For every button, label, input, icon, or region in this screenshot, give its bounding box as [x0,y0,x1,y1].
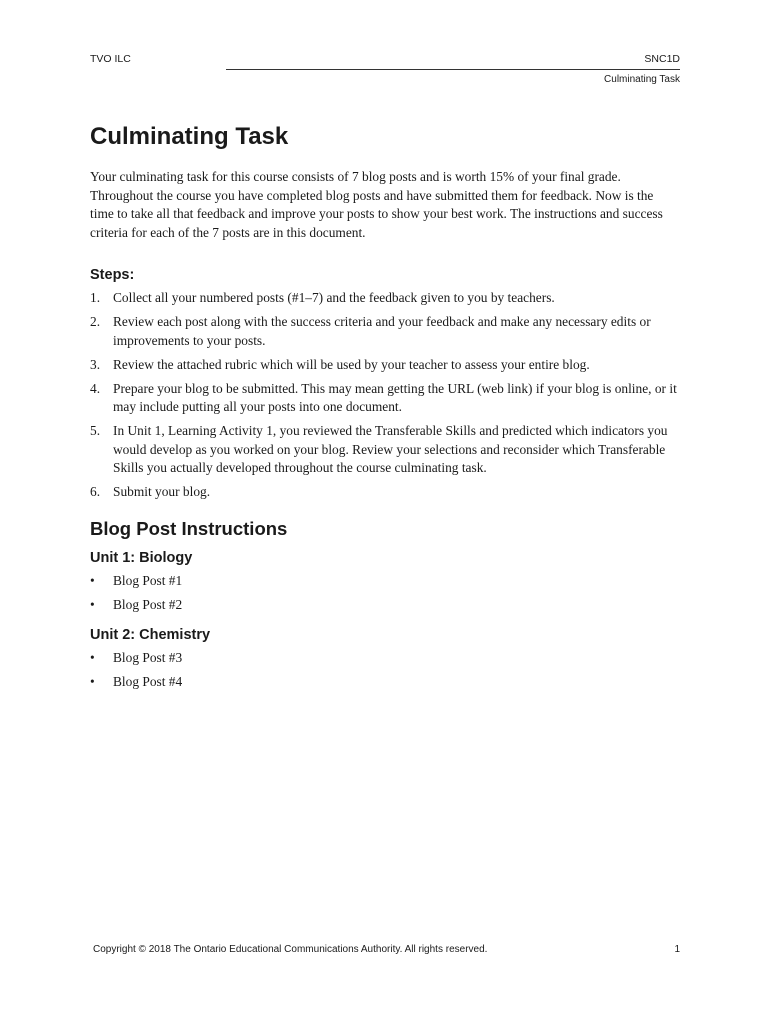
step-item [90,380,680,417]
page-title: Culminating Task [90,123,289,150]
header-org: TVO ILC [90,53,131,65]
step-item [90,483,680,502]
header-section: Culminating Task [604,74,680,85]
step-text: In Unit 1, Learning Activity 1, you reviewed the Transferable Skills and predicted which indicators you would develop as you worked on your blog. Review your selections and reconsider which Transferable Skills you actually developed throughout the course culminating task. [113,423,668,475]
list-item [90,596,680,615]
header-rule [226,69,680,70]
bullet-icon: • [90,596,95,612]
list-item [90,572,680,591]
step-text: Submit your blog. [113,484,211,499]
step-number: 3. [90,356,101,372]
unit-2-heading: Unit 2: Chemistry [90,627,211,643]
page-number: 1 [674,944,680,955]
blog-post-label: Blog Post #1 [113,572,183,588]
steps-heading: Steps: [90,267,135,283]
list-item [90,673,680,692]
blog-instructions-heading: Blog Post Instructions [90,517,288,539]
step-number: 5. [90,423,101,438]
main-content [90,122,680,705]
step-text: Review the attached rubric which will be used by your teacher to assess your entire blog. [113,356,590,372]
step-text: Review each post along with the success criteria and your feedback and make any necessary edits or improvements to your posts. [113,314,651,348]
step-item [90,422,680,478]
blog-post-label: Blog Post #2 [113,596,183,612]
list-item [90,649,680,668]
step-item [90,356,680,375]
bullet-icon: • [90,674,95,689]
bullet-icon: • [90,650,95,665]
unit-1-heading: Unit 1: Biology [90,549,193,566]
step-number: 1. [90,290,101,305]
blog-post-label: Blog Post #3 [113,650,183,665]
step-item [90,289,680,308]
unit-2-post-list [90,649,680,692]
blog-post-label: Blog Post #4 [113,674,183,689]
step-item [90,313,680,350]
intro-paragraph: Your culminating task for this course consists of 7 blog posts and is worth 15% of your final grade. Throughout the course you have completed blog posts and have submitted them for feedback. Now is the time to take all that feedback and improve your posts to show your best work. The instructions and success criteria for each of the 7 posts are in this document. [90,169,663,240]
step-text: Collect all your numbered posts (#1–7) and the feedback given to you by teachers. [113,290,555,305]
step-number: 4. [90,380,101,396]
step-text: Prepare your blog to be submitted. This may mean getting the URL (web link) if your blog is online, or it may include putting all your posts into one document. [113,380,677,414]
bullet-icon: • [90,572,95,588]
header-course-code: SNC1D [644,53,680,65]
step-number: 2. [90,314,101,329]
step-number: 6. [90,484,101,499]
steps-list [90,289,680,502]
footer-copyright: Copyright © 2018 The Ontario Educational Communications Authority. All rights reserved. [93,944,488,955]
unit-1-post-list [90,572,680,615]
